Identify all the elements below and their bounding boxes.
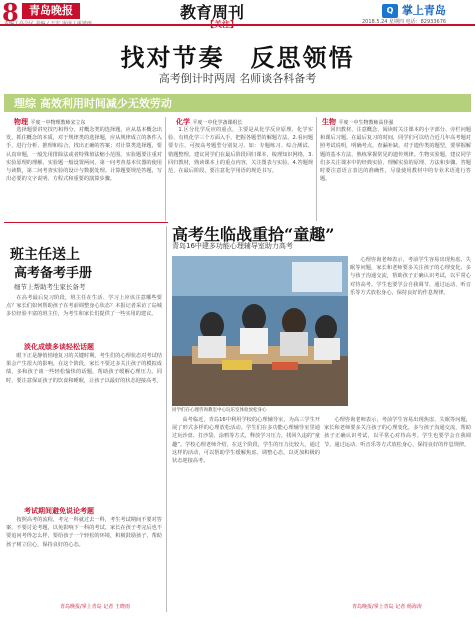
chemistry-byline: 平度一中化学备课组长	[192, 120, 243, 126]
right-story-side-text-continued: 心理咨询老师表示，考前学生容易出现焦虑、失眠等问题，家长和老师要多关注孩子的心理变化，多与孩子沟通交流，帮助孩子正确认识考试，以平常心对待高考。学生也要学会自我调节，通过运动、听音乐等方式放松身心，保持良好的作息规律。	[324, 417, 471, 448]
section-tag: 【关注】	[206, 20, 238, 29]
paper-logo[interactable]: 青岛晚报	[22, 3, 80, 19]
story-photo	[172, 256, 348, 406]
left-story-intro-text: 在高考最后复习阶段，班主任在生活、学习上应该注意哪些要点？家长们如何帮助孩子在考前调整身心状态？本报记者采访了岛城多位经验丰富的班主任，为考生和家长们提供了一些实用的建议。	[6, 295, 162, 318]
left-story-title-2: 高考备考手册	[14, 266, 93, 281]
column-divider	[166, 226, 167, 612]
photo-caption: 同学们在心理咨询教室中心玩乐室体验放松身心	[172, 408, 267, 413]
left-story-section-head: 考试期间避免说论考题	[24, 507, 94, 515]
classroom-photo-illustration	[172, 256, 348, 406]
right-story-title: 高考生临战重拾“童趣”	[172, 225, 335, 244]
topic-banner-text: 理综 高效利用时间减少无效劳动	[14, 97, 172, 110]
app-badge-icon: Q	[382, 4, 398, 18]
right-story-deck: 青岛16中建多功能心理辅导室助力高考	[172, 242, 293, 250]
chemistry-subject: 化学	[176, 118, 190, 126]
physics-text: 选择题要讲究技巧和得分，对概念类的选择题，应从基本概念出发，抓住概念的本质，对于规律类的选择题，应从规律成立的条件入手，进行分析、推理和综合，找出正确的答案；对计算类选择题，要认真审题，一般先用排除法或者特殊值法缩小范围。实验题要注重对实验原理的理解，实验题一般设置两问，第一问考查基本仪器的使用与读数，第二问考查实验的设计与数据处理。计算题要规范答题，写出必要的文字说明、方程式和重要的演算步骤。	[6, 127, 162, 183]
biology-text: 回归教材，注意概念，阅读时关注课本的小字部分、旁栏问题和课后习题。在最后复习的时间，同学们可以结合近几年高考题对照考试说明，明确考点，查漏补缺。对于遗传类的题型，要掌握解题的基本方法，熟练掌握常见的遗传规律。生物实验题，建议同学们多关注课本中的经典实验，理解实验的原理、方法和步骤。答题时要注意语言表达的准确性，尽量使用教材中的专业术语进行答题。	[320, 127, 471, 183]
physics-subject: 物理	[14, 118, 28, 126]
physics-byline: 平度一中物理教师宋立东	[30, 120, 86, 126]
left-story-title-1: 班主任送上	[10, 247, 80, 263]
left-story-section-head: 淡化成绩多谈轻松话题	[24, 343, 94, 351]
biology-body	[320, 126, 471, 220]
chemistry-text: 1.区分化学反应的重点，主要是从化学反应原理、化学实验、有机化学三个方面入手，把握各题型的解题方法。2.看问题要专注，可按高考题型分别复习，如：专题练习、综合测试、错题整理。建议同学们在最后阶段回归课本，梳理知识网络，3.回归教材，熟读课本上的重点内容，关注图表与实验。4.答题规范，在最后阶段，要注意化学用语的规范书写。	[168, 127, 313, 175]
editors-line: 责编 / 高会民 美编 / 于宏 审读 / 咸靖雨	[4, 21, 92, 27]
chemistry-body	[168, 126, 313, 218]
biology-subject: 生物	[322, 118, 336, 126]
right-story-side-body	[350, 256, 471, 414]
main-subhead: 高考倒计时两周 名师谈各科备考	[158, 72, 317, 85]
right-story-byline: 青岛晚报/掌上青岛 记者 杨海涛	[352, 604, 422, 610]
biology-byline: 平度一中生物教师高佳强	[338, 120, 394, 126]
left-story-byline: 青岛晚报/掌上青岛 记者 王晓雨	[60, 604, 130, 610]
right-story-text: 高考临近，青岛16中利用学校的心理辅导室，为高三学生开展了形式多样的心理放松活动。学生们在多功能心理辅导室里通过玩沙盘、打沙袋、涂鸦等方式，释放学习压力，找回久违的“童趣”。学校心理老师介绍，在这个阶段，学生的压力比较大，通过这样的活动，可以帮助学生缓解焦虑、调整心态，以更加积极的状态迎接高考。	[172, 417, 320, 465]
left-story-deck: 细节上帮助考生家长备考	[14, 283, 86, 291]
app-name: 掌上青岛	[401, 4, 446, 17]
right-story-body	[172, 416, 320, 602]
page-number: 8	[2, 0, 19, 27]
physics-body	[6, 126, 162, 222]
right-story-body-continued	[324, 416, 471, 602]
section-title: 教育周刊	[180, 3, 245, 22]
right-story-side-text: 心理咨询老师表示，考前学生容易出现焦虑、失眠等问题，家长和老师要多关注孩子的心理变化，多与孩子沟通交流，帮助孩子正确认识考试，以平常心对待高考。学生也要学会自我调节，通过运动、听音乐等方式放松身心，保持良好的作息规律。	[350, 257, 471, 296]
column-divider	[316, 117, 317, 221]
app-logo[interactable]	[382, 2, 446, 18]
left-story-section-text: 眼下正是静悄悄地复习的关键时期，考生们的心理状态对考试结果会产生很大的影响。在这个阶段，家长不要过多关注孩子的模拟成绩，多和孩子谈一些轻松愉快的话题，帮助孩子缓解心理压力。同时，要注意保证孩子的饮食和睡眠，让孩子以最好的状态迎接高考。	[6, 353, 162, 384]
date-line: 2018.5.24 星期四 电话：82933676	[362, 19, 447, 25]
left-story-intro	[6, 294, 162, 338]
left-story-section-body	[6, 516, 162, 602]
column-divider	[165, 117, 166, 221]
left-story-section-text: 按照高考的流程，考完一科就过去一科，考生考试期间不要对答案、不要讨论考题，以免影响下一科的考试。家长在孩子考完后也不要追问考得怎么样，要给孩子一个轻松的环境，积极鼓励孩子，帮助孩子树立信心，保持良好的心态。	[6, 517, 162, 548]
left-story-section-body	[6, 352, 162, 500]
main-headline: 找对节奏 反思领悟	[120, 43, 355, 72]
section-divider	[4, 222, 168, 223]
